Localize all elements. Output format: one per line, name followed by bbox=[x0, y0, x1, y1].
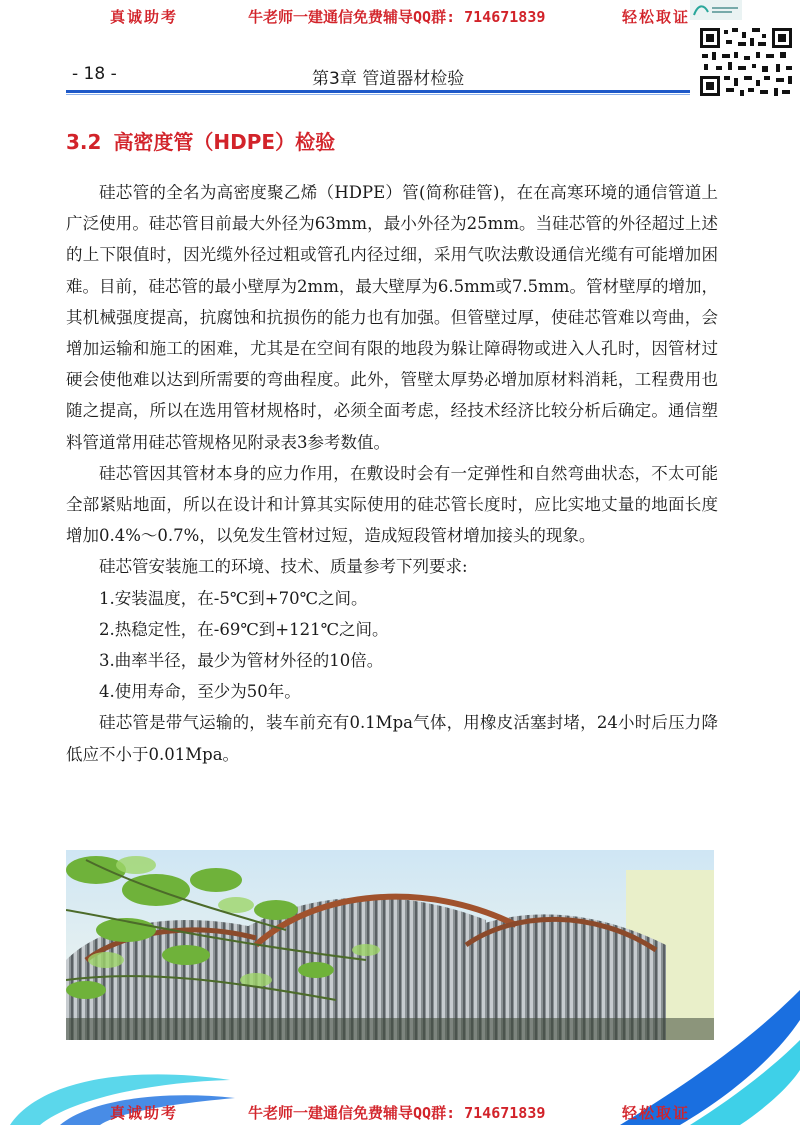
banner-slogan-right: 轻松取证 bbox=[622, 1104, 691, 1122]
chapter-title: 第3章 管道器材检验 bbox=[312, 69, 465, 89]
banner-slogan-left: 真诚助考 bbox=[110, 8, 179, 26]
paragraph: 硅芯管是带气运输的，装车前充有0.1Mpa气体，用橡皮活塞封堵，24小时后压力降低应不小于0.01Mpa。 bbox=[66, 713, 718, 764]
requirement-item: 2.热稳定性，在-69℃到+121℃之间。 bbox=[99, 619, 389, 639]
top-banner bbox=[0, 0, 800, 30]
header-divider-thin bbox=[66, 94, 690, 95]
banner-slogan-right: 轻松取证 bbox=[622, 8, 691, 26]
bottom-banner bbox=[0, 1096, 800, 1126]
banner-qq-group: 牛老师一建通信免费辅导QQ群: 714671839 bbox=[248, 8, 546, 26]
paragraph: 硅芯管因其管材本身的应力作用，在敷设时会有一定弹性和自然弯曲状态，不太可能全部紧贴地面，所以在设计和计算其实际使用的硅芯管长度时，应比实地丈量的地面长度增加0.4%～0.7%，以免发生管材过短，造成短段管材增加接头的现象。 bbox=[66, 463, 718, 546]
page-number: - 18 - bbox=[72, 64, 117, 84]
banner-qq-group: 牛老师一建通信免费辅导QQ群: 714671839 bbox=[248, 1104, 546, 1122]
banner-slogan-left: 真诚助考 bbox=[110, 1104, 179, 1122]
section-title: 高密度管（HDPE）检验 bbox=[113, 130, 336, 154]
qr-code-icon bbox=[698, 26, 794, 98]
header-divider bbox=[66, 90, 690, 93]
section-heading bbox=[66, 126, 335, 155]
requirement-item: 1.安装温度，在-5℃到+70℃之间。 bbox=[99, 588, 368, 608]
hdpe-pipe-coils-photo bbox=[66, 850, 714, 1040]
section-number: 3.2 bbox=[66, 130, 102, 154]
article-body bbox=[66, 177, 718, 770]
publisher-logo-icon bbox=[690, 0, 742, 20]
paragraph: 硅芯管的全名为高密度聚乙烯（HDPE）管(简称硅管)，在在高寒环境的通信管道上广泛使用。硅芯管目前最大外径为63mm，最小外径为25mm。当硅芯管的外径超过上述的上下限值时，因光缆外径过粗或管孔内径过细，采用气吹法敷设通信光缆有可能增加困难。目前，硅芯管的最小壁厚为2mm，最大壁厚为6.5mm或7.5mm。管材壁厚的增加，其机械强度提高，抗腐蚀和抗损伤的能力也有加强。但管壁过厚，使硅芯管难以弯曲，会增加运输和施工的困难，尤其是在空间有限的地段为躲让障碍物或进入人孔时，因管材过硬会使他难以达到所需要的弯曲程度。此外，管壁太厚势必增加原材料消耗，工程费用也随之提高，所以在选用管材规格时，必须全面考虑，经技术经济比较分析后确定。通信塑料管道常用硅芯管规格见附录表3参考数值。 bbox=[66, 183, 718, 452]
paragraph: 硅芯管安装施工的环境、技术、质量参考下列要求: bbox=[99, 557, 468, 577]
requirement-item: 3.曲率半径，最少为管材外径的10倍。 bbox=[99, 651, 384, 671]
requirement-item: 4.使用寿命，至少为50年。 bbox=[99, 682, 301, 702]
